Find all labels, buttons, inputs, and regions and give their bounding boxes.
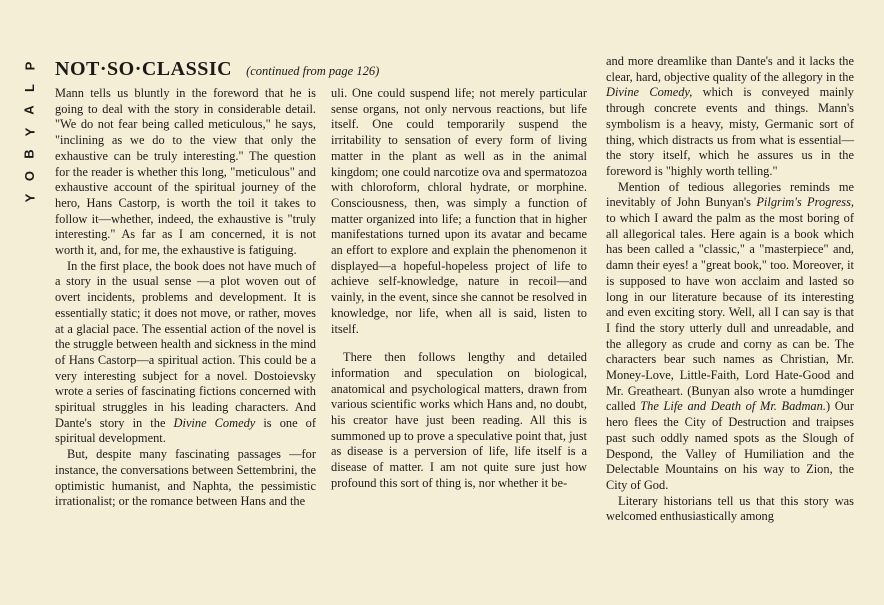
margin-letter: Y bbox=[21, 193, 37, 203]
margin-letter: A bbox=[21, 105, 37, 115]
paragraph: But, despite many fascinating passages —for instance, the conversations between Settembrini, the optimistic humanist, and Naphta, the pessimistic irrationalist; or the romance between Hans and the bbox=[55, 447, 316, 509]
article-headline bbox=[55, 58, 379, 81]
margin-letter: B bbox=[21, 149, 37, 159]
article-title: NOT·SO·CLASSIC bbox=[55, 58, 233, 80]
continued-note: (continued from page 126) bbox=[246, 64, 380, 78]
italic-title: Divine Comedy, bbox=[606, 85, 693, 100]
margin-letter: Y bbox=[21, 127, 37, 137]
text-column-3 bbox=[606, 54, 854, 525]
italic-title: Pilgrim's Progress, bbox=[756, 195, 854, 210]
magazine-name-margin-mark bbox=[20, 55, 40, 209]
paragraph: and more dreamlike than Dante's and it lacks the clear, hard, objective quality of the allegory in the Divine Comedy, which is conveyed mainly through concrete events and things. Mann's symbolism is a heavy, misty, Germanic sort of thing, which distracts us from what is essential—the story itself, which he assures us in the foreword is "highly worth telling." bbox=[606, 54, 854, 178]
paragraph: There then follows lengthy and detailed information and speculation on biological, anatomical and psychological matters, drawn from various scientific works which Hans and, no doubt, his creator have just been reading. All this is summoned up to prove a speculative point that, just as disease is a perversion of life, life itself is a disease of matter. I am not quite sure just how profound this sort of thing is, nor whether it be- bbox=[331, 350, 587, 490]
margin-letter: P bbox=[21, 61, 37, 71]
text-column-1 bbox=[55, 86, 316, 510]
italic-title: The Life and Death of Mr. Badman. bbox=[640, 399, 826, 414]
italic-title: Divine Comedy bbox=[173, 415, 256, 430]
margin-letter: L bbox=[21, 84, 37, 92]
paragraph: In the first place, the book does not have much of a story in the usual sense —a plot woven out of overt incidents, problems and development. It is essentially static; it does not move, or rather, moves at a glacial pace. The essential action of the novel is the struggle between health and sickness in the mind of Hans Castorp—a spiritual action. This could be a very interesting subject for a novel. Dostoievsky wrote a series of fascinating fictions concerned with spiritual struggles in his leading characters. And Dante's story in the Divine Comedy is one of spiritual development. bbox=[55, 258, 316, 446]
paragraph: Literary historians tell us that this story was welcomed enthusiastically among bbox=[606, 493, 854, 524]
margin-letter: O bbox=[22, 170, 37, 182]
paragraph: uli. One could suspend life; not merely particular sense organs, not only nervous reactions, but life itself. One could temporarily suspend the irritability to sensation of every form of living matter in the plant as well as in the animal kingdom; one could narcotize ova and spermatozoa with chloroform, chloral hydrate, or morphine. Consciousness, then, was simply a function of matter organized into life; a function that in higher manifestations turned upon its avatar and became an effort to explore and explain the phenomenon it displayed—a hopeful-hopeless project of life to achieve self-knowledge, nature in recoil—and vainly, in the event, since she cannot be resolved in knowledge, nor life, when all is said, listen to itself. bbox=[331, 86, 587, 336]
text-column-2 bbox=[331, 86, 587, 492]
paragraph: Mann tells us bluntly in the foreword that he is going to deal with the story in considerable detail. "We do not fear being called meticulous," he says, "inclining as we do to the view that only the exhaustive can be truly interesting." The question for the reader is whether this long, "meticulous" and exhaustive account of the spiritual journey of the hero, Hans Castorp, is worth the toil it takes to follow it—whether, indeed, the exhaustive is "truly interesting." As far as I am concerned, it is not worth it, and, for me, the exhaustive is fatiguing. bbox=[55, 86, 316, 258]
paragraph: Mention of tedious allegories reminds me inevitably of John Bunyan's Pilgrim's Progress, to which I award the palm as the most boring of all allegorical tales. Here again is a book which has been called a "classic," a "masterpiece" and, damn their eyes! a "great book," too. Moreover, it is supposed to have won acclaim and lasted so long in our literature because of its interesting and even exciting story. Well, all I can say is that I find the story utterly dull and unreadable, and the allegory as crude and corny as can be. The characters bear such names as Christian, Mr. Money-Love, Little-Faith, Lord Hate-Good and Mr. Greatheart. (Bunyan also wrote a humdinger called The Life and Death of Mr. Badman.) Our hero flees the City of Destruction and traipses past such oddly named spots as the Slough of Despond, the Valley of Humiliation and the Delectable Mountains on his way to Zion, the City of God. bbox=[606, 179, 855, 492]
